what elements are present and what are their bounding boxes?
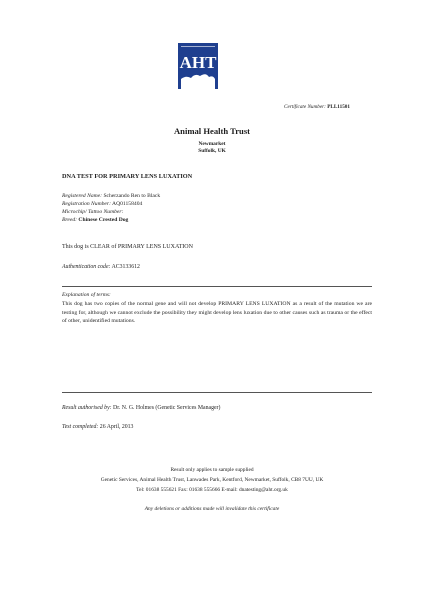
- registered-name-label: Registered Name:: [62, 193, 103, 199]
- authentication-code-value: AC3133612: [111, 264, 140, 270]
- registered-name-row: [62, 193, 160, 199]
- svg-text:AHT: AHT: [179, 53, 217, 72]
- authorised-value: Dr. N. G. Holmes (Genetic Services Manager): [113, 405, 221, 411]
- result-authorised-by: [62, 405, 220, 411]
- authentication-code-label: Authentication code:: [62, 264, 111, 270]
- test-completed: [62, 424, 133, 430]
- registration-number-label: Registration Number:: [62, 201, 111, 207]
- test-title: DNA TEST FOR PRIMARY LENS LUXATION: [62, 173, 193, 180]
- footer-disclaimer: Any deletions or additions made will invalidate this certificate: [144, 506, 280, 512]
- microchip-row: [62, 209, 123, 215]
- certificate-number-label: Certificate Number:: [283, 104, 326, 110]
- organisation-town: Newmarket: [198, 141, 226, 147]
- breed-label: Breed:: [62, 217, 78, 223]
- organisation-name: Animal Health Trust: [173, 126, 251, 136]
- explanation-text: This dog has two copies of the normal gene and will not develop PRIMARY LENS LUXATION as a result of the mutation we are testing for, although we cannot exclude the possibility they might develop lens luxation due to other causes such as trauma or the effect of other, unidentified mutations.: [62, 301, 372, 325]
- aht-logo: [178, 43, 218, 89]
- test-result: This dog is CLEAR of PRIMARY LENS LUXATION: [62, 244, 193, 250]
- completed-value: 26 April, 2013: [99, 424, 134, 430]
- breed-value: Chinese Crested Dog: [78, 217, 129, 223]
- registration-number-row: [62, 201, 142, 207]
- registration-number-value: AQ01158404: [112, 201, 143, 207]
- registered-name-value: Scherzando Ren to Black: [103, 193, 161, 199]
- certificate-number-value: PLL11501: [327, 104, 350, 110]
- breed-row: [62, 217, 128, 223]
- organisation-county: Suffolk, UK: [198, 148, 226, 154]
- authorised-label: Result authorised by:: [62, 405, 112, 411]
- divider-bottom: [62, 392, 372, 393]
- footer-sample-note: Result only applies to sample supplied: [170, 467, 254, 473]
- footer-address: Genetic Services, Animal Health Trust, Lanwades Park, Kentford, Newmarket, Suffolk, CB8 7UU, UK: [100, 477, 324, 483]
- completed-label: Test completed:: [62, 424, 99, 430]
- authentication-code: [62, 264, 140, 270]
- microchip-label: Microchip/ Tattoo Number:: [62, 209, 124, 215]
- explanation-label: Explanation of terms:: [62, 292, 111, 298]
- certificate-number: [284, 104, 350, 110]
- divider-top: [62, 286, 372, 287]
- footer-contact: Tel: 01638 555621 Fax: 01638 555666 E-mail: dnatesting@aht.org.uk: [136, 487, 288, 493]
